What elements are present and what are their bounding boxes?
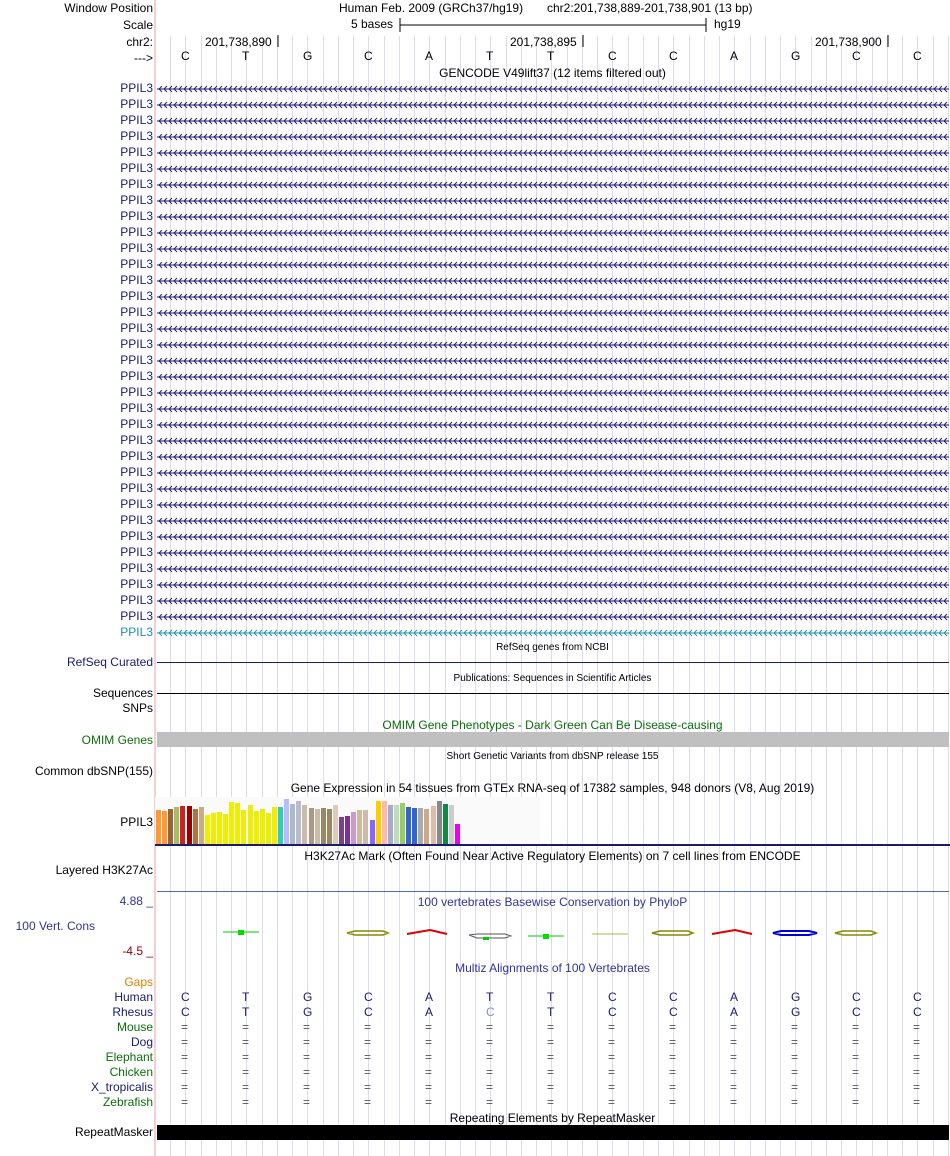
phylop-glyph-8 — [712, 930, 752, 934]
alignment-base: A — [730, 1005, 739, 1019]
base-letter: C — [669, 49, 678, 63]
alignment-base: = — [547, 1080, 555, 1094]
scale-text: 5 bases — [351, 17, 394, 31]
alignment-base: = — [730, 1080, 738, 1094]
alignment-base: = — [425, 1050, 433, 1064]
alignment-base: C — [669, 1005, 678, 1019]
gencode-transcript-line[interactable] — [157, 291, 949, 303]
alignment-base: C — [364, 990, 373, 1004]
gencode-transcript-line[interactable] — [157, 419, 949, 431]
gtex-tissue-bar[interactable] — [278, 807, 283, 844]
gencode-transcript-label[interactable]: PPIL3 — [120, 129, 153, 143]
alignment-base: = — [181, 1095, 189, 1109]
gencode-transcript-label[interactable]: PPIL3 — [120, 289, 153, 303]
alignment-base: = — [425, 1080, 433, 1094]
publications-track-title[interactable]: Publications: Sequences in Scientific Articles — [453, 673, 652, 684]
gtex-tissue-bar[interactable] — [431, 806, 436, 844]
phylop-min-value: -4.5 _ — [122, 944, 153, 958]
gencode-transcript-line[interactable] — [157, 275, 949, 287]
multiz-species-label[interactable]: Elephant — [105, 1050, 153, 1064]
gencode-transcript-line[interactable] — [157, 547, 949, 559]
gencode-transcript-line[interactable] — [157, 355, 949, 367]
alignment-base: C — [669, 990, 678, 1004]
gencode-transcript-line[interactable] — [157, 531, 949, 543]
alignment-base: = — [791, 1080, 799, 1094]
alignment-base: = — [669, 1080, 677, 1094]
gtex-tissue-bar[interactable] — [162, 811, 167, 844]
gencode-transcript-label[interactable]: PPIL3 — [120, 321, 153, 335]
alignment-base: C — [852, 990, 861, 1004]
gtex-tissue-bar[interactable] — [327, 809, 332, 844]
base-letter: A — [730, 49, 739, 63]
gencode-transcript-label[interactable]: PPIL3 — [120, 337, 153, 351]
alignment-base: = — [364, 1065, 372, 1079]
gtex-tissue-bar[interactable] — [333, 805, 338, 844]
phylop-glyph-2 — [347, 931, 388, 935]
gencode-transcript-label[interactable]: PPIL3 — [120, 97, 153, 111]
alignment-base: = — [425, 1095, 433, 1109]
base-letter: C — [852, 49, 861, 63]
alignment-base: = — [669, 1050, 677, 1064]
gencode-transcript-label[interactable]: PPIL3 — [120, 81, 153, 95]
alignment-base: = — [852, 1020, 860, 1034]
repeatmasker-track-title[interactable]: Repeating Elements by RepeatMasker — [449, 1111, 656, 1125]
alignment-base: C — [913, 1005, 922, 1019]
gencode-transcript-line[interactable] — [157, 403, 949, 415]
alignment-base: = — [852, 1080, 860, 1094]
alignment-base: = — [181, 1080, 189, 1094]
snps-track-label[interactable]: SNPs — [122, 701, 153, 715]
h3k27ac-track-title[interactable]: H3K27Ac Mark (Often Found Near Active Regulatory Elements) on 7 cell lines from ENCODE — [304, 849, 801, 863]
alignment-base: = — [364, 1050, 372, 1064]
gtex-tissue-bar[interactable] — [412, 808, 417, 844]
window-position-label: Window Position — [64, 1, 153, 15]
gtex-tissue-bar[interactable] — [370, 820, 375, 844]
gencode-transcript-label[interactable]: PPIL3 — [120, 113, 153, 127]
alignment-base: = — [669, 1065, 677, 1079]
alignment-base: = — [242, 1095, 250, 1109]
dbsnp-track-title[interactable]: Short Genetic Variants from dbSNP release 155 — [446, 751, 659, 762]
gtex-tissue-bar[interactable] — [248, 805, 253, 844]
gencode-transcript-line[interactable] — [157, 83, 949, 95]
gencode-transcript-label[interactable]: PPIL3 — [120, 145, 153, 159]
gtex-tissue-bar[interactable] — [315, 809, 320, 844]
gencode-transcript-line[interactable] — [157, 387, 949, 399]
gencode-transcript-line[interactable] — [157, 611, 949, 623]
alignment-base: = — [242, 1080, 250, 1094]
publications-feature-line[interactable] — [157, 693, 949, 694]
gtex-tissue-bar[interactable] — [156, 810, 161, 844]
omim-track-title[interactable]: OMIM Gene Phenotypes - Dark Green Can Be Disease-causing — [382, 718, 723, 732]
gencode-transcript-line[interactable] — [157, 243, 949, 255]
gtex-baseline — [155, 844, 950, 846]
gencode-transcript-label[interactable]: PPIL3 — [120, 177, 153, 191]
gencode-transcript-label[interactable]: PPIL3 — [120, 465, 153, 479]
alignment-base: = — [669, 1035, 677, 1049]
gaps-track-label[interactable]: Gaps — [124, 975, 153, 989]
gtex-tissue-bar[interactable] — [284, 799, 289, 844]
gtex-tissue-bar[interactable] — [174, 807, 179, 844]
repeatmasker-feature-bar[interactable] — [157, 1125, 949, 1140]
base-letter: C — [913, 49, 922, 63]
gencode-track-title[interactable]: GENCODE V49lift37 (12 items filtered out) — [439, 66, 666, 80]
gtex-tissue-bar[interactable] — [400, 803, 405, 844]
publications-track-label[interactable]: Sequences — [92, 686, 153, 700]
gencode-transcript-label[interactable]: PPIL3 — [120, 529, 153, 543]
phylop-glyph-5 — [528, 934, 564, 939]
multiz-species-label[interactable]: Dog — [130, 1035, 153, 1049]
gencode-transcript-line[interactable] — [157, 467, 949, 479]
multiz-species-label[interactable]: Rhesus — [112, 1005, 153, 1019]
omim-track-label[interactable]: OMIM Genes — [81, 733, 153, 747]
alignment-base: = — [547, 1020, 555, 1034]
alignment-base: A — [730, 990, 739, 1004]
repeatmasker-track-label[interactable]: RepeatMasker — [74, 1125, 153, 1139]
alignment-base: C — [181, 1005, 190, 1019]
gencode-transcript-label[interactable]: PPIL3 — [120, 497, 153, 511]
gencode-transcript-label[interactable]: PPIL3 — [120, 369, 153, 383]
gencode-transcript-line[interactable] — [157, 563, 949, 575]
alignment-base: = — [608, 1080, 616, 1094]
gencode-transcript-line[interactable] — [157, 579, 949, 591]
gencode-transcript-line[interactable] — [157, 499, 949, 511]
alignment-base: = — [608, 1035, 616, 1049]
alignment-base: = — [486, 1080, 494, 1094]
gtex-tissue-bar[interactable] — [424, 809, 429, 844]
alignment-base: = — [913, 1095, 921, 1109]
gtex-tissue-bar[interactable] — [235, 803, 240, 844]
base-letter: G — [791, 49, 801, 63]
h3k27ac-track-label[interactable]: Layered H3K27Ac — [55, 863, 153, 877]
gencode-transcript-label[interactable]: PPIL3 — [120, 305, 153, 319]
gencode-transcript-line[interactable] — [157, 211, 949, 223]
base-letter: C — [181, 49, 190, 63]
gencode-transcript-label[interactable]: PPIL3 — [120, 609, 153, 623]
alignment-base: = — [303, 1020, 311, 1034]
alignment-base: = — [791, 1050, 799, 1064]
gencode-transcript-label[interactable]: PPIL3 — [120, 625, 153, 639]
gtex-tissue-bar[interactable] — [187, 806, 192, 844]
alignment-base: = — [608, 1065, 616, 1079]
alignment-base: = — [913, 1065, 921, 1079]
gencode-transcript-line[interactable] — [157, 339, 949, 351]
alignment-base: A — [425, 990, 434, 1004]
alignment-base: = — [181, 1050, 189, 1064]
gencode-transcript-line[interactable] — [157, 451, 949, 463]
gtex-tissue-bar[interactable] — [351, 812, 356, 844]
alignment-base: = — [425, 1035, 433, 1049]
multiz-species-label[interactable]: Mouse — [116, 1020, 153, 1034]
gencode-transcript-label[interactable]: PPIL3 — [120, 193, 153, 207]
ruler-position-1: 201,738,890 — [205, 35, 272, 49]
gencode-transcript-label[interactable]: PPIL3 — [120, 385, 153, 399]
alignment-base: = — [791, 1020, 799, 1034]
h3k27ac-baseline — [157, 891, 949, 892]
gencode-transcript-label[interactable]: PPIL3 — [120, 209, 153, 223]
gencode-transcript-label[interactable]: PPIL3 — [120, 545, 153, 559]
alignment-base: = — [242, 1035, 250, 1049]
gencode-transcript-label[interactable]: PPIL3 — [120, 433, 153, 447]
alignment-base: C — [181, 990, 190, 1004]
alignment-base: C — [364, 1005, 373, 1019]
gencode-transcript-label[interactable]: PPIL3 — [120, 401, 153, 415]
multiz-species-label[interactable]: Chicken — [109, 1065, 153, 1079]
gencode-transcript-label[interactable]: PPIL3 — [120, 241, 153, 255]
alignment-base: = — [852, 1050, 860, 1064]
gtex-tissue-bar[interactable] — [302, 805, 307, 844]
dbsnp-track-label[interactable]: Common dbSNP(155) — [34, 764, 153, 778]
gencode-transcript-line[interactable] — [157, 483, 949, 495]
base-letter: T — [486, 49, 494, 63]
phylop-glyph-3 — [407, 930, 447, 934]
gtex-tissue-bar[interactable] — [449, 805, 454, 844]
phylop-glyph-10 — [835, 931, 876, 935]
gencode-transcript-label[interactable]: PPIL3 — [120, 481, 153, 495]
gtex-tissue-bar[interactable] — [363, 810, 368, 844]
gtex-tissue-bar[interactable] — [193, 809, 198, 844]
alignment-base: = — [608, 1020, 616, 1034]
gencode-transcript-line[interactable] — [157, 99, 949, 111]
alignment-base: = — [547, 1035, 555, 1049]
refseq-track-label[interactable]: RefSeq Curated — [66, 655, 153, 669]
alignment-base: = — [608, 1050, 616, 1064]
gencode-transcript-line[interactable] — [157, 131, 949, 143]
gtex-tissue-bar[interactable] — [199, 807, 204, 844]
alignment-base: = — [425, 1020, 433, 1034]
alignment-base: T — [547, 1005, 555, 1019]
gtex-tissue-bar[interactable] — [394, 805, 399, 844]
phylop-glyphs[interactable] — [155, 920, 950, 950]
gencode-transcript-label[interactable]: PPIL3 — [120, 449, 153, 463]
gtex-tissue-bar[interactable] — [254, 811, 259, 844]
alignment-base: = — [303, 1050, 311, 1064]
scale-bar — [399, 16, 709, 34]
alignment-base: = — [303, 1035, 311, 1049]
gtex-tissue-bar[interactable] — [437, 801, 442, 844]
alignment-base: = — [425, 1065, 433, 1079]
alignment-base: = — [913, 1080, 921, 1094]
gencode-transcript-line[interactable] — [157, 627, 949, 639]
gtex-tissue-bar[interactable] — [455, 824, 460, 844]
alignment-base: = — [242, 1065, 250, 1079]
alignment-base: = — [303, 1095, 311, 1109]
gencode-transcript-label[interactable]: PPIL3 — [120, 561, 153, 575]
alignment-base: = — [669, 1020, 677, 1034]
gtex-tissue-bar[interactable] — [290, 804, 295, 844]
refseq-feature-line[interactable] — [157, 662, 949, 663]
alignment-base: = — [791, 1095, 799, 1109]
alignment-base: C — [608, 1005, 617, 1019]
base-letter: A — [425, 49, 434, 63]
gencode-transcript-label[interactable]: PPIL3 — [120, 513, 153, 527]
gtex-tissue-bar[interactable] — [388, 805, 393, 844]
multiz-species-label[interactable]: Zebrafish — [102, 1095, 153, 1109]
gtex-tissue-bar[interactable] — [205, 815, 210, 844]
alignment-base: = — [730, 1050, 738, 1064]
alignment-base: = — [913, 1020, 921, 1034]
gtex-tissue-bar[interactable] — [406, 807, 411, 844]
gtex-tissue-bar[interactable] — [223, 814, 228, 844]
alignment-base: = — [730, 1065, 738, 1079]
gencode-transcript-line[interactable] — [157, 515, 949, 527]
alignment-base: = — [242, 1020, 250, 1034]
gencode-transcript-label[interactable]: PPIL3 — [120, 273, 153, 287]
base-letter: C — [364, 49, 373, 63]
gtex-tissue-bar[interactable] — [260, 809, 265, 844]
gencode-transcript-label[interactable]: PPIL3 — [120, 161, 153, 175]
alignment-base: = — [486, 1050, 494, 1064]
gencode-transcript-line[interactable] — [157, 259, 949, 271]
alignment-base: = — [303, 1065, 311, 1079]
alignment-base: T — [547, 990, 555, 1004]
omim-feature-bar[interactable] — [157, 732, 949, 747]
chrom-label: chr2: — [126, 35, 153, 49]
alignment-base: = — [791, 1035, 799, 1049]
multiz-track-title[interactable]: Multiz Alignments of 100 Vertebrates — [455, 961, 650, 975]
alignment-base: A — [425, 1005, 434, 1019]
gencode-transcript-line[interactable] — [157, 435, 949, 447]
position-range: chr2:201,738,889-201,738,901 (13 bp) — [547, 1, 753, 15]
base-letter: T — [242, 49, 250, 63]
gtex-tissue-bar[interactable] — [321, 808, 326, 844]
gtex-track-label[interactable]: PPIL3 — [120, 815, 153, 829]
gencode-transcript-line[interactable] — [157, 371, 949, 383]
alignment-base: = — [364, 1095, 372, 1109]
gtex-tissue-bar[interactable] — [266, 813, 271, 844]
gencode-transcript-line[interactable] — [157, 163, 949, 175]
gencode-transcript-label[interactable]: PPIL3 — [120, 593, 153, 607]
strand-label: ---> — [134, 51, 153, 65]
gtex-tissue-bar[interactable] — [296, 801, 301, 844]
alignment-base: = — [486, 1095, 494, 1109]
gtex-tissue-bar[interactable] — [241, 810, 246, 844]
alignment-base: = — [852, 1095, 860, 1109]
phylop-track-title[interactable]: 100 vertebrates Basewise Conservation by PhyloP — [417, 895, 688, 909]
alignment-base: C — [852, 1005, 861, 1019]
alignment-base: = — [364, 1035, 372, 1049]
phylop-glyph-9 — [773, 931, 817, 935]
alignment-base: = — [547, 1065, 555, 1079]
assembly-name: Human Feb. 2009 (GRCh37/hg19) — [339, 1, 524, 15]
gtex-tissue-bar[interactable] — [168, 809, 173, 844]
gencode-transcript-line[interactable] — [157, 595, 949, 607]
alignment-base: G — [791, 1005, 801, 1019]
gencode-transcript-label[interactable]: PPIL3 — [120, 353, 153, 367]
base-letter: C — [608, 49, 617, 63]
gencode-transcript-line[interactable] — [157, 307, 949, 319]
gtex-tissue-bar[interactable] — [272, 807, 277, 844]
alignment-base: = — [669, 1095, 677, 1109]
gtex-tissue-bar[interactable] — [309, 808, 314, 844]
alignment-base: = — [486, 1020, 494, 1034]
alignment-base: = — [364, 1080, 372, 1094]
alignment-base: = — [852, 1065, 860, 1079]
alignment-base: = — [181, 1065, 189, 1079]
alignment-base: = — [730, 1095, 738, 1109]
alignment-base: G — [791, 990, 801, 1004]
alignment-base: = — [547, 1050, 555, 1064]
gtex-tissue-bar[interactable] — [345, 816, 350, 844]
gencode-transcript-label[interactable]: PPIL3 — [120, 225, 153, 239]
gencode-transcript-line[interactable] — [157, 195, 949, 207]
gencode-transcript-line[interactable] — [157, 179, 949, 191]
alignment-base: = — [242, 1050, 250, 1064]
gencode-transcript-label[interactable]: PPIL3 — [120, 257, 153, 271]
gtex-tissue-bar[interactable] — [229, 802, 234, 844]
alignment-base: T — [242, 990, 250, 1004]
gtex-tissue-bar[interactable] — [357, 810, 362, 844]
multiz-species-label[interactable]: X_tropicalis — [90, 1080, 153, 1094]
alignment-base: = — [547, 1095, 555, 1109]
gtex-tissue-bar[interactable] — [376, 801, 381, 844]
ruler-ticks — [0, 34, 950, 48]
gtex-tissue-bar[interactable] — [339, 817, 344, 844]
alignment-base: = — [608, 1095, 616, 1109]
alignment-base: = — [303, 1080, 311, 1094]
alignment-base: G — [303, 1005, 313, 1019]
base-letter: T — [547, 49, 555, 63]
gtex-tissue-bar[interactable] — [180, 806, 185, 844]
phylop-track-label[interactable]: 100 Vert. Cons — [15, 919, 95, 933]
phylop-max-value: 4.88 _ — [119, 894, 153, 908]
gtex-tissue-bar[interactable] — [211, 813, 216, 844]
alignment-base: = — [486, 1065, 494, 1079]
alignment-base: = — [364, 1020, 372, 1034]
gtex-tissue-bar[interactable] — [443, 804, 448, 844]
alignment-base: = — [852, 1035, 860, 1049]
gencode-transcript-line[interactable] — [157, 115, 949, 127]
gencode-transcript-label[interactable]: PPIL3 — [120, 417, 153, 431]
alignment-base: = — [730, 1020, 738, 1034]
alignment-base: C — [913, 990, 922, 1004]
alignment-base: C — [608, 990, 617, 1004]
gencode-transcript-line[interactable] — [157, 323, 949, 335]
alignment-base: = — [913, 1050, 921, 1064]
phylop-glyph-4 — [469, 934, 511, 940]
gtex-tissue-bar[interactable] — [418, 808, 423, 844]
alignment-base: = — [791, 1065, 799, 1079]
gtex-tissue-bar[interactable] — [217, 812, 222, 844]
alignment-base: C — [486, 1005, 495, 1019]
alignment-base: T — [242, 1005, 250, 1019]
alignment-base: = — [181, 1020, 189, 1034]
alignment-base: = — [486, 1035, 494, 1049]
gencode-transcript-line[interactable] — [157, 147, 949, 159]
gtex-tissue-bar[interactable] — [382, 801, 387, 844]
phylop-glyph-1 — [223, 930, 259, 935]
gtex-track-title[interactable]: Gene Expression in 54 tissues from GTEx RNA-seq of 17382 samples, 948 donors (V8, Aug 2019) — [290, 781, 815, 795]
refseq-track-title[interactable]: RefSeq genes from NCBI — [496, 642, 609, 653]
gencode-transcript-label[interactable]: PPIL3 — [120, 577, 153, 591]
gencode-transcript-line[interactable] — [157, 227, 949, 239]
alignment-base: = — [730, 1035, 738, 1049]
db-label: hg19 — [714, 17, 741, 31]
phylop-glyph-7 — [652, 931, 693, 935]
alignment-base: = — [913, 1035, 921, 1049]
base-letter: G — [303, 49, 313, 63]
alignment-base: T — [486, 990, 494, 1004]
scale-label: Scale — [122, 18, 153, 32]
alignment-base: = — [181, 1035, 189, 1049]
ruler-position-2: 201,738,895 — [510, 35, 577, 49]
multiz-species-label[interactable]: Human — [114, 990, 153, 1004]
ruler-position-3: 201,738,900 — [815, 35, 882, 49]
alignment-base: G — [303, 990, 313, 1004]
